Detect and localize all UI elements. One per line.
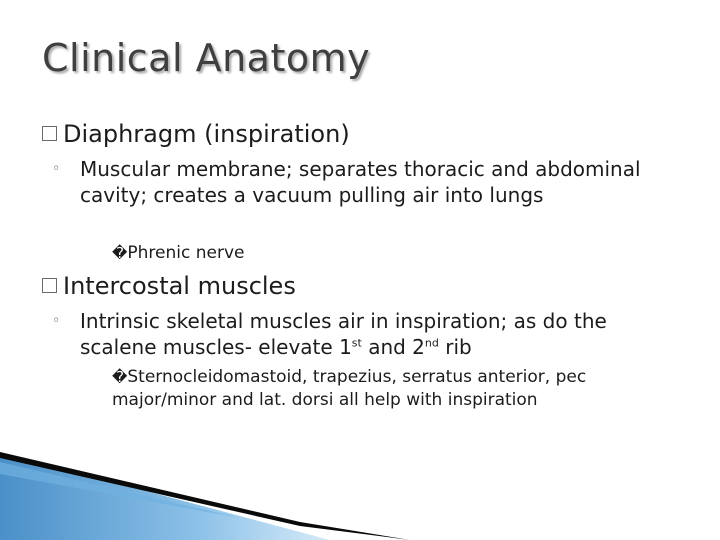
bullet-diaphragm [42,120,350,148]
detail-phrenic [112,242,692,265]
decorative-wedge [0,452,720,540]
sub-text-part: and 2 [361,335,425,359]
sub-text-part: Intrinsic skeletal muscles air in inspiration; as do the scalene muscles- elevate 1 [80,309,607,359]
detail-text: Sternocleidomastoid, trapezius, serratus anterior, pec major/minor and lat. dorsi all help with inspiration [112,367,587,410]
bullet-heading: Diaphragm (inspiration) [63,120,350,148]
missing-glyph-icon: � [112,368,128,386]
ring-bullet-icon: ◦ [52,161,61,177]
bullet-intercostal [42,272,296,300]
detail-text: Phrenic nerve [127,243,245,263]
square-bullet-icon [42,278,57,293]
bullet-heading: Intercostal muscles [63,272,296,300]
slide-title: Clinical Anatomy [42,36,371,80]
superscript: st [351,336,362,350]
square-bullet-icon [42,126,57,141]
sub-bullet-diaphragm [52,156,680,208]
sub-bullet-text: Muscular membrane; separates thoracic and abdominal cavity; creates a vacuum pulling air into lungs [80,157,641,207]
ring-bullet-icon: ◦ [52,313,61,329]
sub-bullet-intercostal [52,308,680,360]
sub-text-part: rib [438,335,472,359]
detail-accessory-muscles [112,366,692,412]
missing-glyph-icon: � [112,244,128,262]
sub-bullet-text [80,309,607,359]
superscript: nd [424,336,439,350]
